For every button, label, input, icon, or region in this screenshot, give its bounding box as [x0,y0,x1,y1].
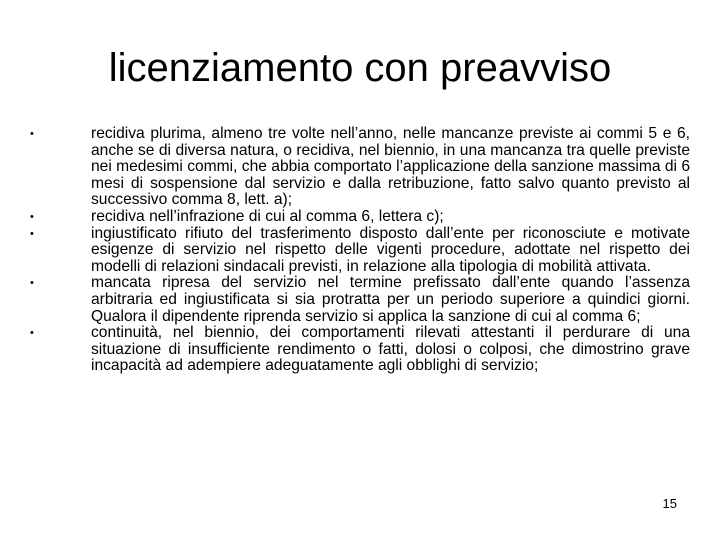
page-number: 15 [662,496,677,511]
list-item-text: mancata ripresa del servizio nel termine prefissato dall’ente quando l’assenza arbitraria ed ingiustificata si sia protratta per un periodo superiore a quindici giorni. Qualora il dipendente riprenda servizio si applica la sanzione di cui al comma 6; [91,274,690,325]
list-item [30,325,690,375]
list-item [30,226,690,276]
list-item-text: recidiva plurima, almeno tre volte nell’anno, nelle mancanze previste ai commi 5 e 6, anche se di diversa natura, o recidiva, nel biennio, in una mancanza tra quelle previste nei medesimi commi, che abbia comportato l’applicazione della sanzione massima di 6 mesi di sospensione dal servizio e dalla retribuzione, fatto salvo quanto previsto al successivo comma 8, lett. a); [91,125,690,209]
bullet-icon: • [30,210,34,223]
bullet-list [30,126,690,375]
bullet-icon: • [30,128,34,140]
slide-title: licenziamento con preavviso [108,46,612,90]
bullet-icon: • [30,277,34,290]
bullet-icon: • [30,227,34,240]
bullet-icon: • [30,327,34,340]
list-item [30,209,690,226]
list-item [30,126,690,209]
list-item-text: ingiustificato rifiuto del trasferimento disposto dall’ente per riconosciute e motivate esigenze di servizio nel rispetto delle vigenti procedure, adottate nel rispetto dei modelli di relazioni sindacali previsti, in relazione alla tipologia di mobilità attivata. [91,224,690,275]
list-item-text: continuità, nel biennio, dei comportamenti rilevati attestanti il perdurare di una situazione di insufficiente rendimento o fatti, dolosi o colposi, che dimostrino grave incapacità ad adempiere adeguatamente agli obblighi di servizio; [91,324,690,375]
list-item-text: recidiva nell’infrazione di cui al comma 6, lettera c); [91,207,444,225]
list-item [30,275,690,325]
